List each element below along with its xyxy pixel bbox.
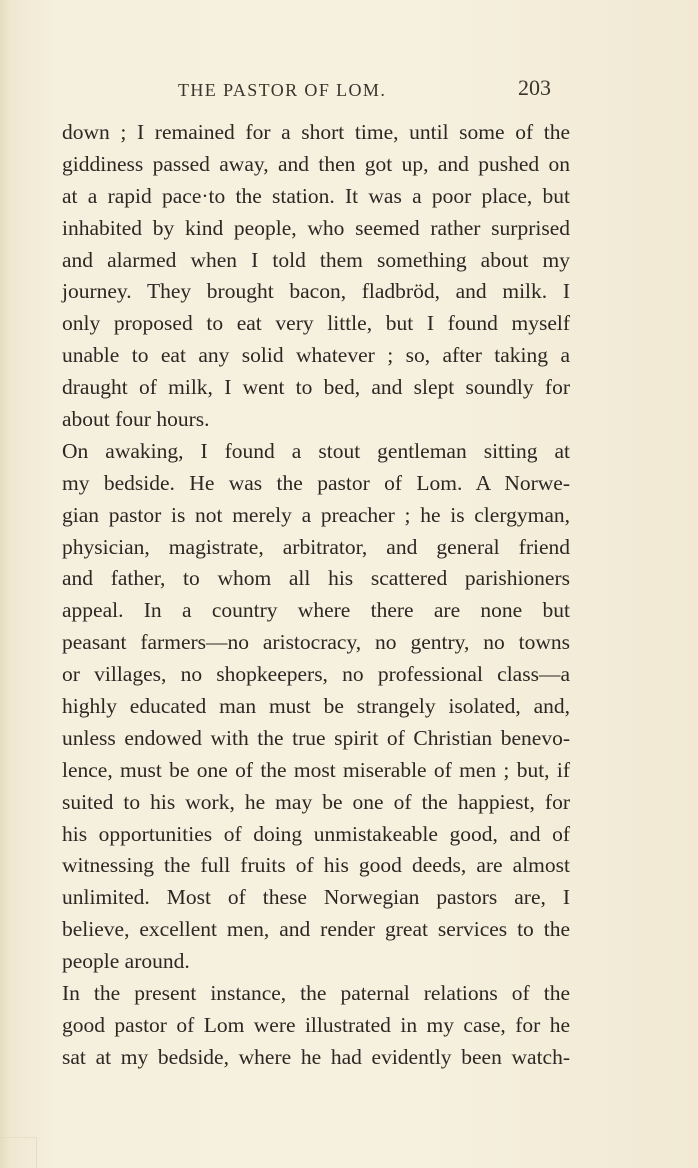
text-line: journey. They brought bacon, fladbröd, and milk. I bbox=[62, 279, 570, 304]
text-line: unlimited. Most of these Norwegian pastors are, I bbox=[62, 885, 570, 910]
text-line: On awaking, I found a stout gentleman sitting at bbox=[62, 438, 570, 463]
text-line: only proposed to eat very little, but I found myself bbox=[62, 311, 570, 336]
text-line: people around. bbox=[62, 949, 190, 974]
running-title: THE PASTOR OF LOM. bbox=[178, 80, 387, 100]
text-line: unless endowed with the true spirit of Christian benevo- bbox=[62, 725, 570, 750]
text-line: draught of milk, I went to bed, and slept soundly for bbox=[62, 375, 570, 400]
text-line: gian pastor is not merely a preacher ; he is clergyman, bbox=[62, 502, 570, 527]
page-number: 203 bbox=[518, 75, 551, 100]
body-text bbox=[62, 117, 570, 1074]
text-line: his opportunities of doing unmistakeable good, and of bbox=[62, 821, 570, 846]
text-line: believe, excellent men, and render great services to the bbox=[62, 917, 570, 942]
text-line: highly educated man must be strangely isolated, and, bbox=[62, 694, 570, 719]
text-line: physician, magistrate, arbitrator, and general friend bbox=[62, 534, 570, 559]
text-line: down ; I remained for a short time, until some of the bbox=[62, 120, 570, 144]
page-corner-mark bbox=[0, 1137, 37, 1168]
text-line: witnessing the full fruits of his good deeds, are almost bbox=[62, 853, 570, 878]
text-line: at a rapid pace·to the station. It was a poor place, but bbox=[62, 183, 570, 208]
text-line: about four hours. bbox=[62, 407, 210, 432]
text-line: good pastor of Lom were illustrated in my case, for he bbox=[62, 1012, 570, 1037]
text-line: inhabited by kind people, who seemed rather surprised bbox=[62, 215, 570, 240]
text-line: and alarmed when I told them something about my bbox=[62, 247, 570, 272]
text-line: or villages, no shopkeepers, no professional class—a bbox=[62, 662, 570, 687]
binding-shadow bbox=[0, 0, 10, 1168]
text-line: In the present instance, the paternal relations of the bbox=[62, 981, 570, 1006]
text-line: lence, must be one of the most miserable of men ; but, if bbox=[62, 757, 570, 782]
text-line: sat at my bedside, where he had evidently been watch- bbox=[62, 1044, 570, 1069]
text-line: my bedside. He was the pastor of Lom. A Norwe- bbox=[62, 470, 570, 495]
text-line: unable to eat any solid whatever ; so, after taking a bbox=[62, 343, 570, 368]
text-line: giddiness passed away, and then got up, and pushed on bbox=[62, 151, 570, 176]
text-line: and father, to whom all his scattered parishioners bbox=[62, 566, 570, 591]
text-line: appeal. In a country where there are none but bbox=[62, 598, 570, 623]
text-line: suited to his work, he may be one of the happiest, for bbox=[62, 789, 570, 814]
text-line: peasant farmers—no aristocracy, no gentry, no towns bbox=[62, 630, 570, 655]
